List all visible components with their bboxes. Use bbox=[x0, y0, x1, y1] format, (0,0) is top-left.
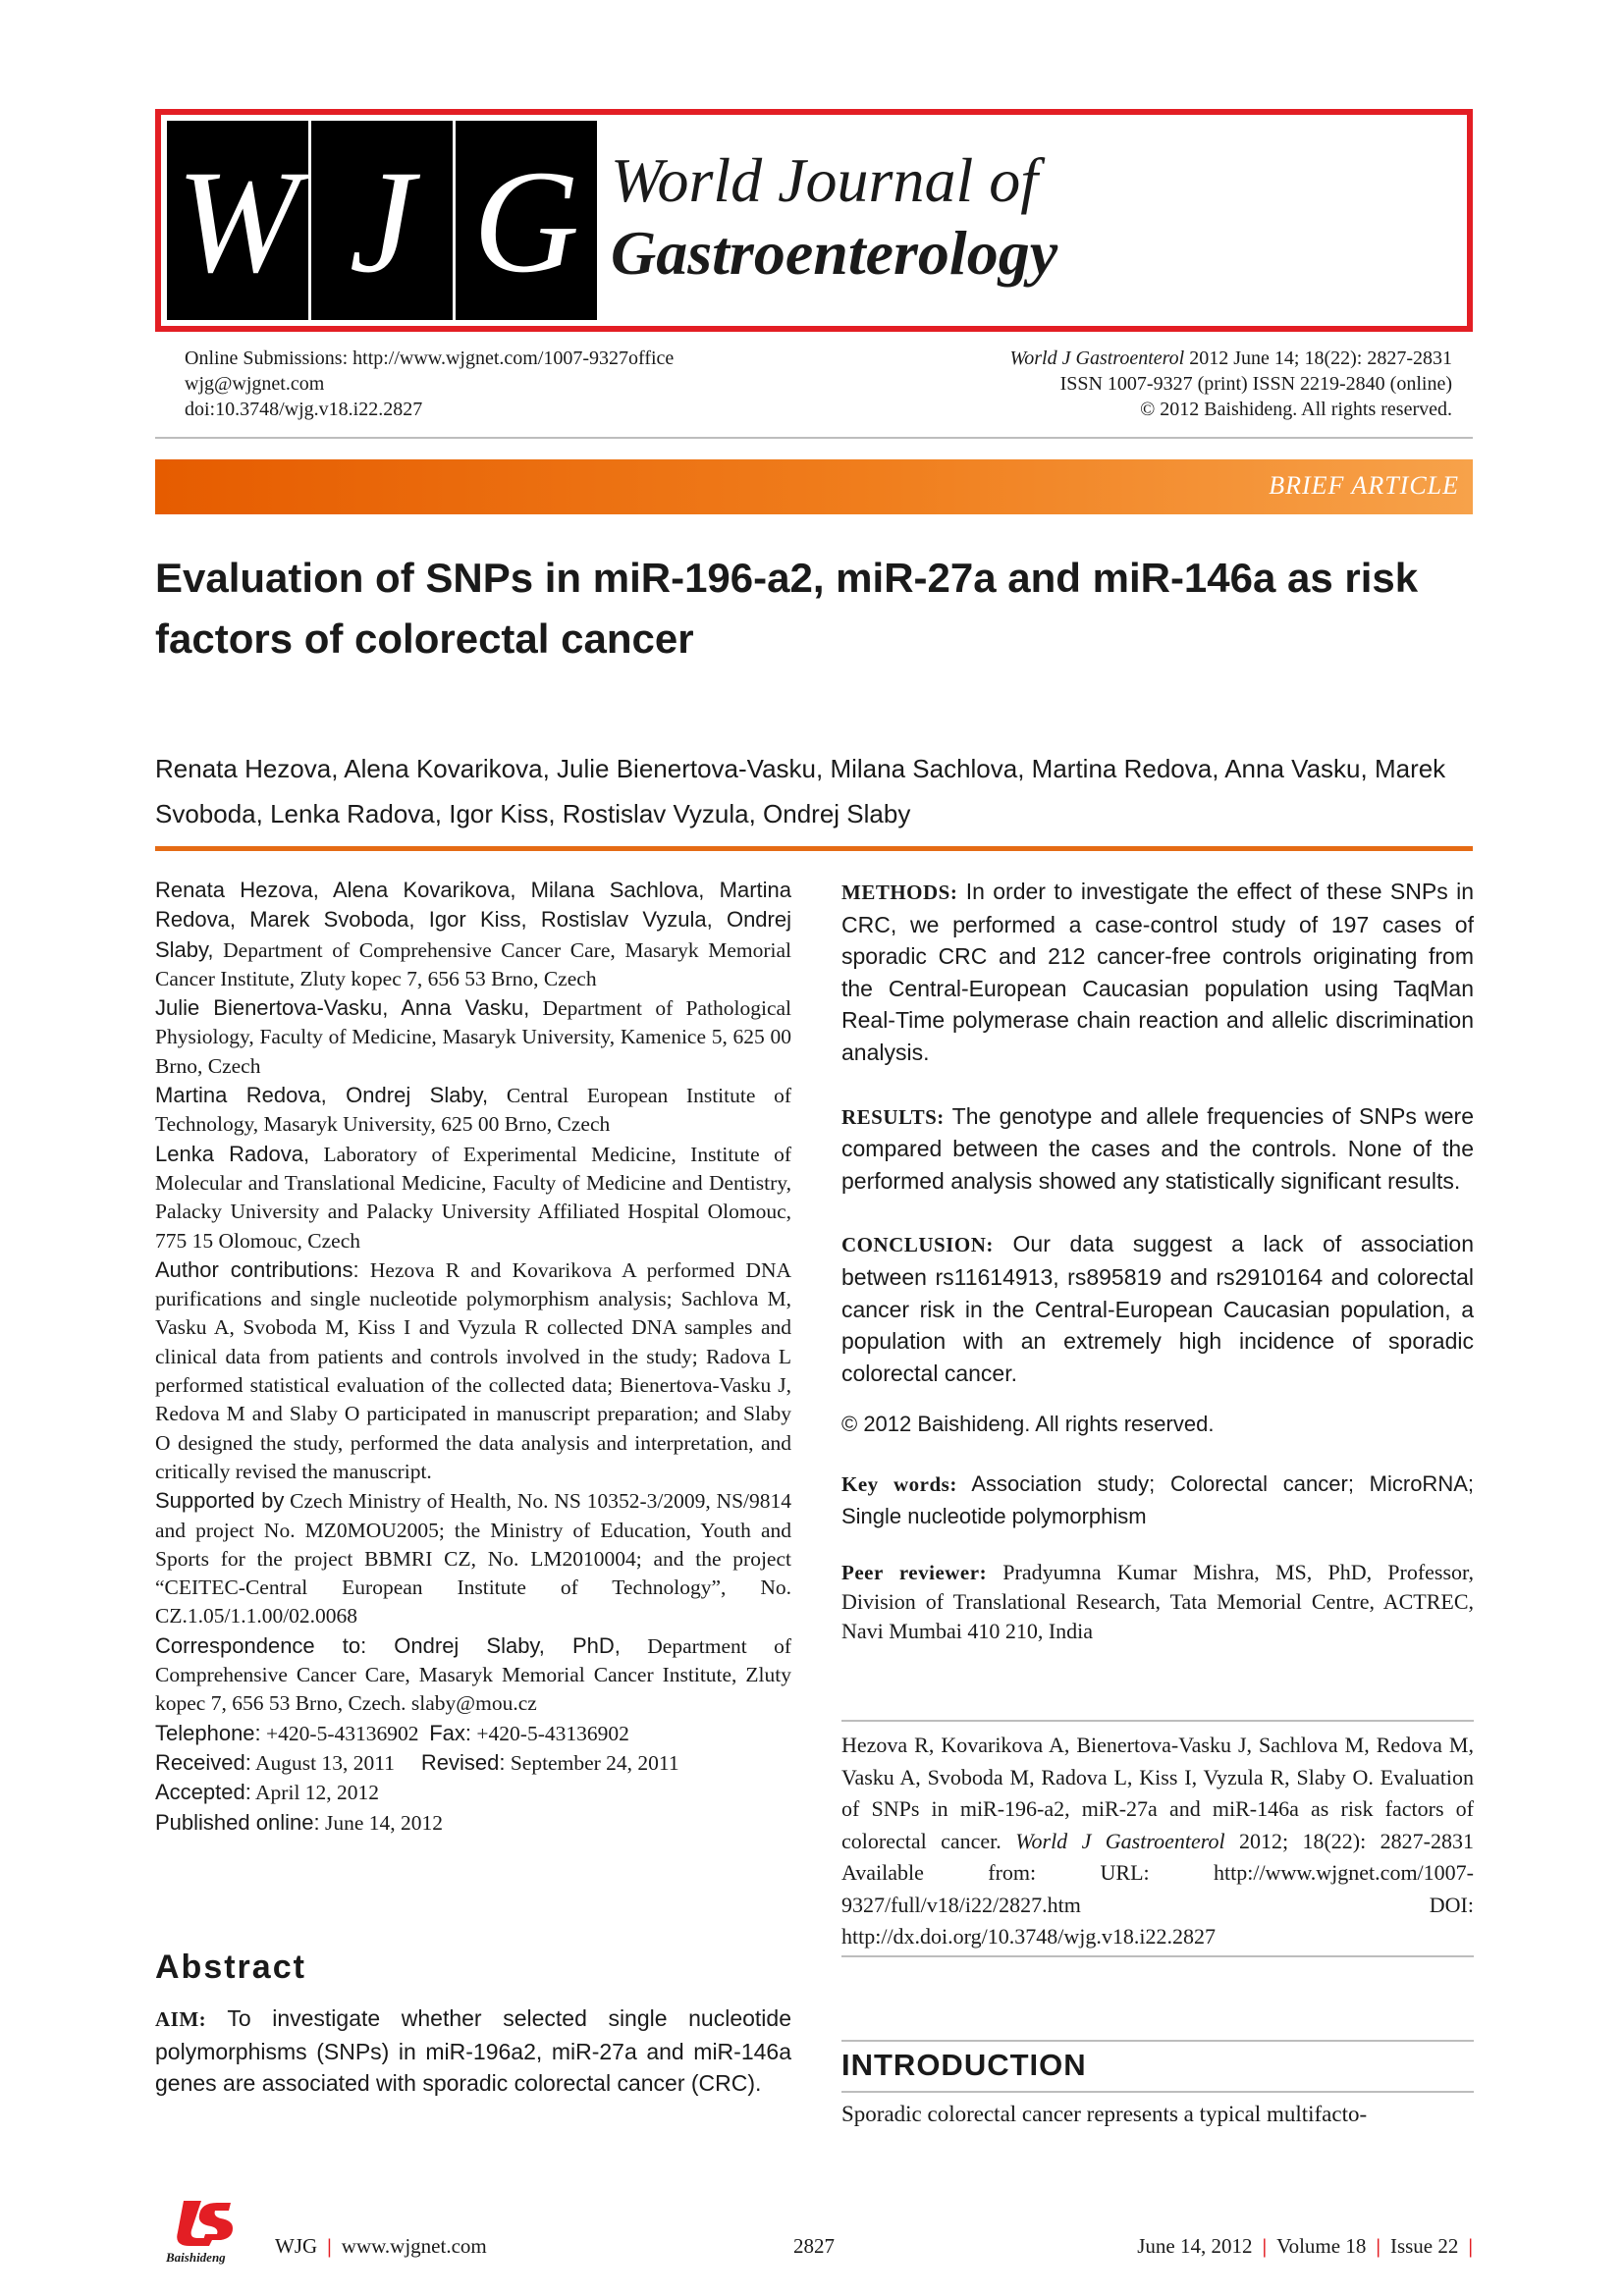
received-label: Received: bbox=[155, 1749, 251, 1775]
article-type-label: BRIEF ARTICLE bbox=[1269, 471, 1459, 500]
received-date: August 13, 2011 bbox=[250, 1750, 395, 1775]
correspondence-label: Correspondence to: bbox=[155, 1632, 367, 1658]
citation-url[interactable]: 2012; 18(22): 2827-2831 Available from: URL: http://www.wjgnet.com/1007-9327/full/v18/i22/2827.htm DOI: http://dx.doi.org/10.3748/wjg.v18.i22.2827 bbox=[841, 1828, 1474, 1949]
funding bbox=[155, 1486, 791, 1630]
journal-citation-line bbox=[1009, 346, 1452, 371]
journal-abbrev: World J Gastroenterol bbox=[1009, 347, 1185, 369]
citation-journal: World J Gastroenterol bbox=[1015, 1828, 1225, 1853]
affiliation-names: Lenka Radova, bbox=[155, 1141, 310, 1166]
introduction-text: Sporadic colorectal cancer represents a typical multifacto- bbox=[841, 2102, 1368, 2126]
received-line bbox=[155, 1748, 791, 1778]
methods-text: In order to investigate the effect of these SNPs in CRC, we performed a case-control study of 197 cases of sporadic CRC and 212 cancer-free controls originating from the Central-European Caucasian population using TaqMan Real-Time polymerase chain reaction and allelic discrimination analysis. bbox=[841, 879, 1474, 1065]
logo-block-g bbox=[456, 121, 597, 320]
logo-letter-w: W bbox=[176, 140, 299, 303]
footer-journal bbox=[275, 2234, 487, 2259]
online-submissions-link[interactable]: Online Submissions: http://www.wjgnet.com/1007-9327office bbox=[185, 347, 675, 369]
footer-separator: | bbox=[1468, 2234, 1473, 2258]
results-label: RESULTS: bbox=[841, 1104, 945, 1129]
abstract-conclusion bbox=[841, 1228, 1474, 1389]
affiliation-text: Department of Pathological Physiology, Faculty of Medicine, Masaryk University, Kamenice 5, 625 00 Brno, Czech bbox=[155, 996, 791, 1078]
article-title: Evaluation of SNPs in miR-196-a2, miR-27a and miR-146a as risk factors of colorectal cancer bbox=[155, 555, 1419, 662]
affiliation-text: Department of Comprehensive Cancer Care, Masaryk Memorial Cancer Institute, Zluty kopec 7, 656 53 Brno, Czech bbox=[155, 937, 791, 990]
affiliation-text: Central European Institute of Technology, Masaryk University, 625 00 Brno, Czech bbox=[155, 1084, 791, 1137]
journal-name-line1: World Journal of bbox=[611, 145, 1038, 215]
introduction-divider-bottom bbox=[841, 2091, 1474, 2093]
introduction-heading: INTRODUCTION bbox=[841, 2048, 1087, 2082]
conclusion-text: Our data suggest a lack of association between rs11614913, rs895819 and rs2910164 and colorectal cancer risk in the Central-European Caucasian population, a population with an extremely high incidence of sporadic colorectal cancer. bbox=[841, 1231, 1474, 1386]
abstract-results bbox=[841, 1100, 1474, 1198]
abstract-aim bbox=[155, 2002, 791, 2100]
published-label: Published online: bbox=[155, 1809, 320, 1835]
citation-text: Hezova R, Kovarikova A, Bienertova-Vasku J, Sachlova M, Redova M, Vasku A, Svoboda M, Radova L, Kiss I, Vyzula R, Slaby O. Evaluation of SNPs in miR-196-a2, miR-27a and miR-146a as risk factors of colorectal cancer. bbox=[841, 1733, 1474, 1853]
conclusion-label: CONCLUSION: bbox=[841, 1233, 994, 1257]
footer-volume: Volume 18 bbox=[1276, 2234, 1367, 2258]
logo-letter-j: J bbox=[349, 140, 415, 303]
footer-date: June 14, 2012 bbox=[1137, 2234, 1253, 2258]
logo-block-j bbox=[311, 121, 453, 320]
published-line bbox=[155, 1808, 791, 1838]
correspondence-name: Ondrej Slaby, PhD, bbox=[366, 1632, 621, 1658]
correspondence-text: Department of Comprehensive Cancer Care, Masaryk Memorial Cancer Institute, Zluty kopec 7, 656 53 Brno, Czech. slaby@mou.cz bbox=[155, 1633, 791, 1716]
logo-block-w bbox=[167, 121, 308, 320]
publisher-logo bbox=[162, 2197, 239, 2266]
peer-reviewer-label: Peer reviewer: bbox=[841, 1561, 988, 1585]
revised-date: September 24, 2011 bbox=[505, 1750, 679, 1775]
footer-journal-abbrev: WJG bbox=[275, 2234, 318, 2258]
author-contributions-label: Author contributions: bbox=[155, 1256, 359, 1282]
journal-name-line2: Gastroenterology bbox=[611, 218, 1058, 288]
peer-reviewer-text: Pradyumna Kumar Mishra, MS, PhD, Professor, Division of Translational Research, Tata Memorial Centre, ACTREC, Navi Mumbai 410 210, India bbox=[841, 1560, 1474, 1643]
affiliation bbox=[155, 1140, 791, 1255]
article-type-banner bbox=[155, 459, 1473, 514]
fax-label: Fax: bbox=[429, 1720, 472, 1745]
affiliation-names: Julie Bienertova-Vasku, Anna Vasku, bbox=[155, 995, 530, 1021]
accepted-label: Accepted: bbox=[155, 1780, 251, 1805]
footer-separator: | bbox=[327, 2234, 332, 2258]
telephone-line bbox=[155, 1719, 791, 1748]
footer-issue: Issue 22 bbox=[1389, 2234, 1459, 2258]
affiliation-text: Laboratory of Experimental Medicine, Institute of Molecular and Translational Medicine, Faculty of Medicine and Dentistry, Palacky University and Palacky University Affiliated Hospital Olomouc, 775 15 Olomouc, Czech bbox=[155, 1142, 791, 1253]
issn-line: ISSN 1007-9327 (print) ISSN 2219-2840 (online) bbox=[1059, 373, 1452, 395]
footer-url[interactable]: www.wjgnet.com bbox=[341, 2234, 487, 2258]
left-column bbox=[155, 876, 791, 1838]
journal-masthead bbox=[155, 109, 1473, 332]
accepted-date: April 12, 2012 bbox=[250, 1781, 380, 1805]
key-words-text: Association study; Colorectal cancer; MicroRNA; Single nucleotide polymorphism bbox=[841, 1470, 1474, 1528]
aim-label: AIM: bbox=[155, 2007, 207, 2031]
author-contributions bbox=[155, 1255, 791, 1486]
footer-separator: | bbox=[1376, 2234, 1380, 2258]
affiliation-names: Martina Redova, Ondrej Slaby, bbox=[155, 1083, 489, 1108]
citation-divider-top bbox=[841, 1720, 1474, 1722]
funding-text: Czech Ministry of Health, No. NS 10352-3/2009, NS/9814 and project No. MZ0MOU2005; the Ministry of Education, Youth and Sports for the project BBMRI CZ, No. LM2010004; and the project “CEITEC-Central European Institute of Technology”, No. CZ.1.05/1.1.00/02.0068 bbox=[155, 1489, 792, 1629]
introduction-divider-top bbox=[841, 2040, 1474, 2042]
journal-name bbox=[611, 144, 1057, 290]
citation-volume-pages: 2012 June 14; 18(22): 2827-2831 bbox=[1184, 347, 1452, 369]
published-date: June 14, 2012 bbox=[319, 1810, 443, 1835]
author-contributions-text: Hezova R and Kovarikova A performed DNA purifications and single nucleotide polymorphism analysis; Sachlova M, Vasku A, Svoboda M, Kiss I and Vyzula R collected DNA samples and clinical data from patients and controls involved in the study; Radova L performed statistical evaluation of the collected data; Bienertova-Vasku J, Redova M and Slaby O participated in manuscript preparation; and Slaby O designed the study, performed the data analysis and interpretation, and critically revised the manuscript. bbox=[155, 1257, 792, 1483]
aim-text: To investigate whether selected single nucleotide polymorphisms (SNPs) in miR-196a2, miR-27a and miR-146a genes are associated with sporadic colorectal cancer (CRC). bbox=[155, 2005, 791, 2097]
telephone-value: +420-5-43136902 bbox=[260, 1721, 419, 1745]
article-doi: doi:10.3748/wjg.v18.i22.2827 bbox=[185, 399, 423, 420]
citation-divider-bottom bbox=[841, 1955, 1474, 1957]
funding-label: Supported by bbox=[155, 1488, 285, 1514]
header-divider bbox=[155, 437, 1473, 439]
abstract-methods bbox=[841, 876, 1474, 1069]
journal-email-link[interactable]: wjg@wjgnet.com bbox=[185, 373, 325, 395]
footer-issue-info bbox=[1137, 2234, 1483, 2259]
author-list: Renata Hezova, Alena Kovarikova, Julie Bienertova-Vasku, Milana Sachlova, Martina Redova, Anna Vasku, Marek Svoboda, Lenka Radova, Igor Kiss, Rostislav Vyzula, Ondrej Slaby bbox=[155, 754, 1446, 828]
affiliation bbox=[155, 993, 791, 1081]
right-column bbox=[841, 876, 1474, 1645]
abstract-heading: Abstract bbox=[155, 1949, 306, 1986]
affiliation bbox=[155, 876, 791, 993]
correspondence bbox=[155, 1631, 791, 1719]
author-divider bbox=[155, 846, 1473, 851]
key-words bbox=[841, 1468, 1474, 1532]
affiliation-names: Renata Hezova, Alena Kovarikova, Milana Sachlova, Martina Redova, Marek Svoboda, Igor Kiss, Rostislav Vyzula, Ondrej Slaby, bbox=[155, 878, 791, 962]
publisher-logo-text: Baishideng bbox=[166, 2250, 226, 2265]
article-citation bbox=[841, 1730, 1474, 1953]
methods-label: METHODS: bbox=[841, 881, 958, 904]
key-words-label: Key words: bbox=[841, 1471, 957, 1496]
copyright-line: © 2012 Baishideng. All rights reserved. bbox=[1140, 399, 1452, 420]
telephone-label: Telephone: bbox=[155, 1720, 261, 1745]
accepted-line bbox=[155, 1778, 791, 1807]
page-number: 2827 bbox=[793, 2234, 835, 2258]
revised-label: Revised: bbox=[420, 1749, 506, 1775]
fax-value: +420-5-43136902 bbox=[471, 1721, 629, 1745]
abstract-copyright: © 2012 Baishideng. All rights reserved. bbox=[841, 1412, 1215, 1437]
footer-separator: | bbox=[1262, 2234, 1268, 2258]
submission-info bbox=[185, 346, 674, 422]
logo-letter-g: G bbox=[472, 140, 580, 303]
citation-info bbox=[1009, 346, 1452, 422]
peer-reviewer bbox=[841, 1558, 1474, 1645]
affiliation bbox=[155, 1081, 791, 1140]
results-text: The genotype and allele frequencies of SNPs were compared between the cases and the controls. None of the performed analysis showed any statistically significant results. bbox=[841, 1102, 1474, 1194]
